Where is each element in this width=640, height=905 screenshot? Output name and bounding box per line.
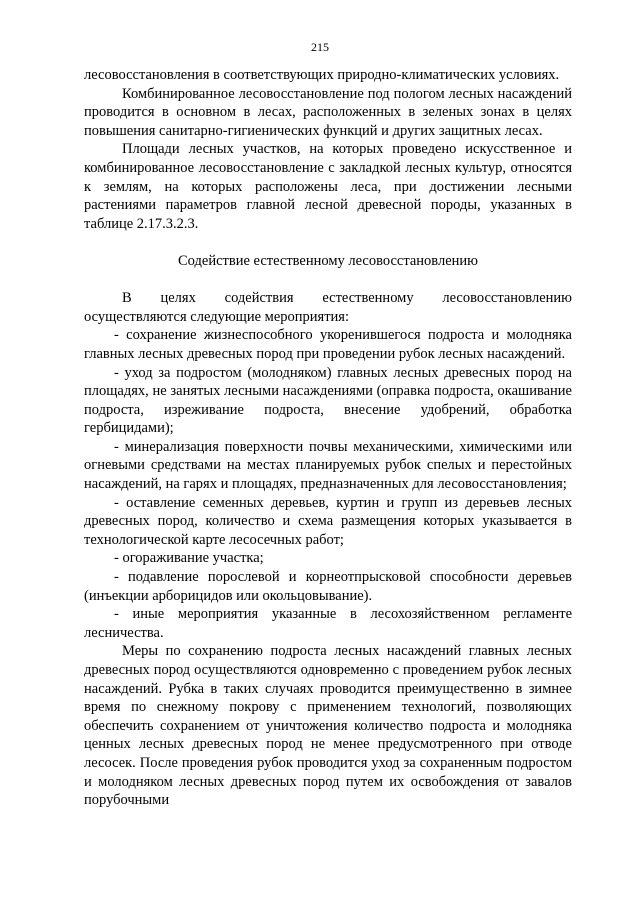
list-item: - оставление семенных деревьев, куртин и групп из деревьев лесных древесных пород, количество и схема размещения которых указывается в технологической карте лесосечных работ; bbox=[84, 494, 572, 548]
list-item: - огораживание участка; bbox=[114, 550, 264, 567]
paragraph-continuation: лесовосстановления в соответствующих природно-климатических условиях. bbox=[84, 67, 560, 83]
page-number: 215 bbox=[311, 40, 329, 54]
page-content bbox=[84, 66, 572, 810]
paragraph-combined-reforestation: Комбинированное лесовосстановление под пологом лесных насаждений проводится в основном в лесах, расположенных в зеленых зонах в целях повышения санитарно-гигиенических функций и других защитных лесах. bbox=[84, 85, 572, 139]
paragraph-intro: В целях содействия естественному лесовосстановлению осуществляются следующие мероприятия: bbox=[84, 290, 572, 325]
list-item: - иные мероприятия указанные в лесохозяйственном регламенте лесничества. bbox=[84, 606, 572, 641]
paragraph-closing: Меры по сохранению подроста лесных насаждений главных лесных древесных пород осуществляются одновременно с проведением рубок лесных насаждений. Рубка в таких случаях проводится преимущественно в зимнее время по снежному покрову с применением технологий, позволяющих обеспечить сохранением от уничтожения количество подроста и молодняка ценных лесных древесных пород не менее предусмотренного при отводе лесосек. После проведения рубок проводится уход за сохраненным подростом и молодняком лесных древесных пород путем их освобождения от завалов порубочными bbox=[84, 643, 572, 809]
section-heading: Содействие естественному лесовосстановлению bbox=[178, 252, 478, 269]
list-item: - сохранение жизнеспособного укоренившегося подроста и молодняка главных лесных древесных пород при проведении рубок лесных насаждений. bbox=[84, 327, 572, 362]
list-item: - минерализация поверхности почвы механическими, химическими или огневыми средствами на местах планируемых рубок спелых и перестойных насаждений, на гарях и площадях, предназначенных для лесовосстановления; bbox=[84, 438, 572, 493]
list-item: - подавление порослевой и корнеотпрысковой способности деревьев (инъекции арборицидов или окольцовывание). bbox=[84, 569, 572, 604]
list-item: - уход за подростом (молодняком) главных лесных древесных пород на площадях, не занятых лесными насаждениями (оправка подроста, окашивание подроста, изреживание подроста, внесение удобрений, обработка гербицидами); bbox=[84, 364, 572, 437]
paragraph-land-areas: Площади лесных участков, на которых проведено искусственное и комбинированное лесовосстановление с закладкой лесных культур, относятся к землям, на которых расположены леса, при достижении лесными растениями параметров главной лесной древесной породы, указанных в таблице 2.17.3.2.3. bbox=[84, 141, 572, 232]
